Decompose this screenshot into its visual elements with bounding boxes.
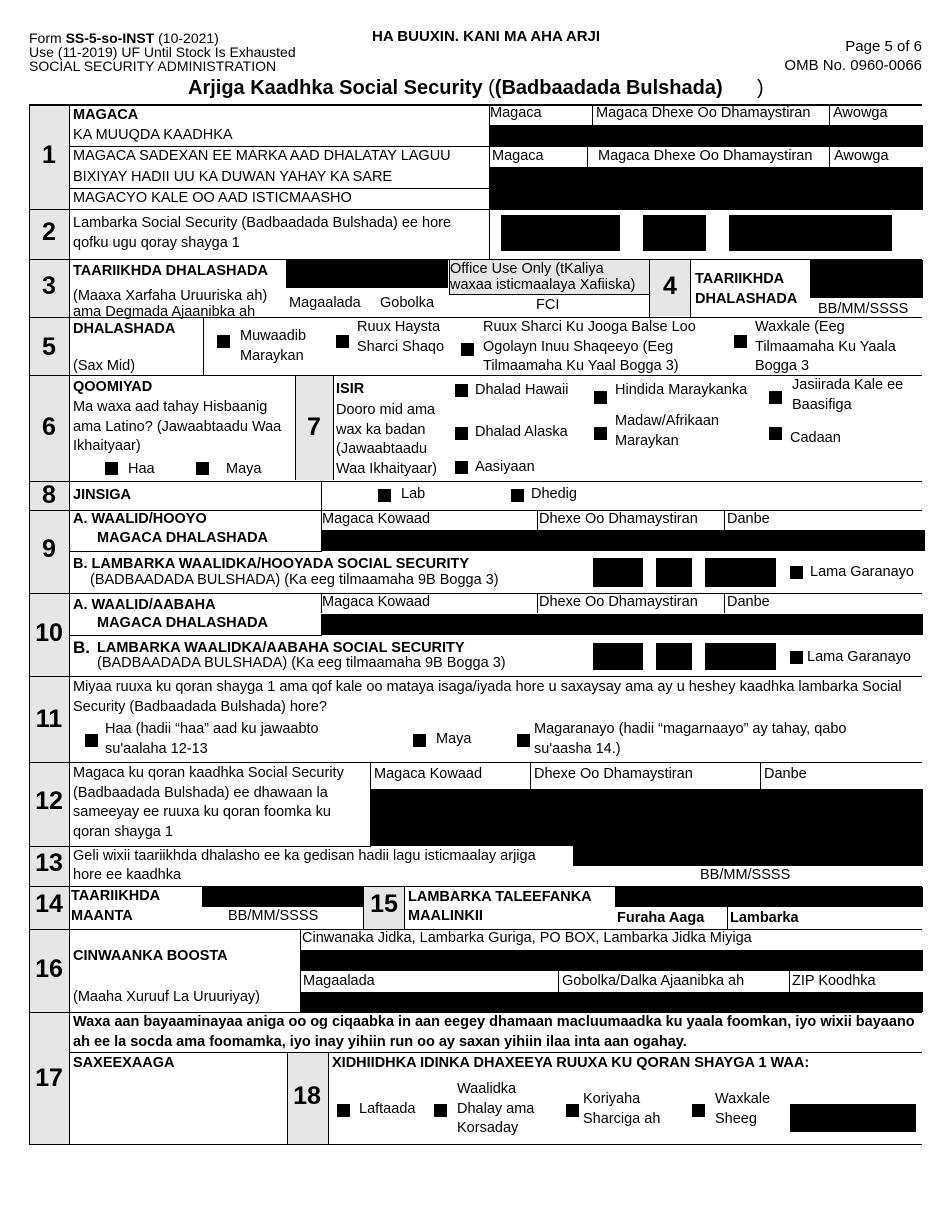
parent-label: Waalidka Dhalay ama Korsaday: [457, 1081, 535, 1136]
section-6-number: 6: [42, 413, 56, 441]
father-ssn-unknown-checkbox[interactable]: [790, 651, 803, 664]
self-checkbox[interactable]: [337, 1104, 350, 1117]
alaska-native-checkbox[interactable]: [455, 427, 468, 440]
s4-divider: [690, 259, 691, 317]
s12-col-b: [760, 762, 761, 789]
birthdate-label-2: DHALASHADA: [695, 291, 798, 307]
ethnicity-question: Ma waxa aad tahay Hisbaanig ama Latino? (Jawaabtaadu Waa Ikhaityaar): [73, 399, 282, 454]
s9-bottom: [29, 593, 922, 594]
american-indian-checkbox[interactable]: [594, 391, 607, 404]
section-12-number: 12: [35, 787, 63, 815]
birth-city-label: Magaalada: [289, 295, 361, 311]
ethnicity-label: QOOMIYAD: [73, 379, 153, 395]
citizen-option: Muwaadib Maraykan: [240, 328, 307, 364]
s10-div-c: [724, 593, 725, 613]
father-first-header: Magaca Kowaad: [322, 594, 431, 610]
self-label: Laftaada: [359, 1101, 416, 1117]
ethnicity-no-label: Maya: [226, 461, 262, 477]
s16-col-b: [789, 971, 790, 992]
office-bottom: [449, 294, 649, 295]
mailing-address-label: CINWAANKA BOOSTA: [73, 948, 228, 964]
s11-bottom: [29, 762, 922, 763]
other-birthdate-label-1: Geli wixii taariikhda dhalasho ee ka gedisan hadii lagu isticmaalay arjiga: [73, 848, 536, 864]
birth-last-name-header: Awowga: [834, 148, 889, 164]
middle-name-header: Magaca Dhexe Oo Dhamaystiran: [596, 105, 811, 121]
signature-label: SAXEEXAAGA: [73, 1055, 175, 1071]
office-use-label-2: waxaa isticmaalaya Xafiiska): [450, 277, 636, 293]
ethnicity-yes-label: Haa: [128, 461, 155, 477]
birth-first-name-header: Magaca: [492, 148, 544, 164]
legal-alien-nowork-option: Ruux Sharci Ku Jooga Balse Loo Ogolayn Inuu Shaqeeyo (Eeg Tilmaamaha Ku Yaal Bogga 3): [483, 319, 696, 374]
s18-right: [328, 1052, 329, 1144]
previous-card-yes-checkbox[interactable]: [85, 734, 98, 747]
parent-checkbox[interactable]: [434, 1104, 447, 1117]
previous-first-header: Magaca Kowaad: [374, 766, 483, 782]
use-line: Use (11-2019) UF Until Stock Is Exhausted: [29, 44, 296, 60]
s9-div-c: [724, 510, 725, 530]
pacific-islander-label: Jasiirada Kale ee Baasifiga: [792, 377, 904, 413]
birth-name-field[interactable]: [489, 167, 923, 210]
guardian-label: Koriyaha Sharciga ah: [583, 1091, 661, 1127]
asian-checkbox[interactable]: [455, 461, 468, 474]
today-date-label-1: TAARIIKHDA: [71, 888, 161, 904]
mother-middle-header: Dhexe Oo Dhamaystiran: [539, 511, 698, 527]
fci-label: FCI: [536, 297, 560, 313]
previous-card-name-label: Magaca ku qoran kaadhka Social Security (Badbaadada Bulshada) ee dhawaan la sameeyay ee ruuxa ku qoran foomka ku qoran shayga 1: [73, 765, 344, 840]
mother-ssn-part-2[interactable]: [656, 558, 692, 587]
birthplace-sub-1: (Maaxa Xarfaha Uruuriska ah): [73, 288, 268, 304]
s1-line-c: [69, 188, 489, 189]
previous-card-no-checkbox[interactable]: [413, 734, 426, 747]
signature-field[interactable]: [70, 1074, 285, 1142]
race-question: Dooro mid ama wax ka badan (Jawaabtaadu Waa Ikhaityaar): [336, 402, 437, 477]
city-state-zip-field[interactable]: [301, 992, 923, 1012]
citizenship-label: DHALASHADA: [73, 321, 176, 337]
sex-label: JINSIGA: [73, 487, 132, 503]
last-name-header: Awowga: [833, 105, 888, 121]
male-label: Lab: [401, 486, 426, 502]
other-birthdate-field[interactable]: [573, 846, 923, 866]
s1-col-b: [829, 105, 830, 125]
state-header: Gobolka/Dalka Ajaanibka ah: [562, 973, 745, 989]
father-last-header: Danbe: [727, 594, 770, 610]
native-hawaiian-label: Dhalad Hawaii: [475, 382, 569, 398]
father-label-2: MAGACA DHALASHADA: [97, 615, 269, 631]
section-3-number: 3: [42, 272, 56, 300]
black-african-label: Madaw/Afrikaan Maraykan: [615, 413, 719, 449]
other-relationship-checkbox[interactable]: [692, 1104, 705, 1117]
father-label-1: A. WAALID/AABAHA: [73, 597, 216, 613]
race-label: ISIR: [336, 381, 365, 397]
father-ssn-unknown-label: Lama Garanayo: [807, 649, 911, 665]
mother-ssn-label-1: B. LAMBARKA WAALIDKA/HOOYADA SOCIAL SECURITY: [73, 556, 470, 572]
today-date-label-2: MAANTA: [71, 908, 133, 924]
father-ssn-label-1: LAMBARKA WAALIDKA/AABAHA SOCIAL SECURITY: [97, 640, 465, 656]
black-african-checkbox[interactable]: [594, 427, 607, 440]
s5-bottom: [29, 375, 922, 376]
today-date-field[interactable]: [202, 887, 363, 907]
ethnicity-no-checkbox[interactable]: [196, 462, 209, 475]
phone-field[interactable]: [615, 887, 923, 907]
native-hawaiian-checkbox[interactable]: [455, 384, 468, 397]
name-label: MAGACA: [73, 107, 139, 123]
s1-col-a: [592, 105, 593, 125]
previous-ssn-part-2[interactable]: [643, 215, 706, 251]
citizenship-sub: (Sax Mid): [73, 358, 136, 374]
mailing-address-sub: (Maaha Xuruuf La Uruuriyay): [73, 989, 260, 1005]
s1-bottom: [29, 209, 922, 210]
father-ssn-label-2: (BADBAADADA BULSHADA) (Ka eeg tilmaamaha 9B Bogga 3): [97, 655, 506, 671]
name-on-card-field[interactable]: [489, 125, 923, 146]
birthplace-sub-2: ama Degmada Ajaanibka ah: [73, 304, 256, 320]
section-8-number: 8: [42, 481, 56, 509]
first-name-header: Magaca: [490, 105, 542, 121]
father-ssn-part-2[interactable]: [656, 643, 692, 670]
mother-label-2: MAGACA DHALASHADA: [97, 530, 269, 546]
page-title: Arjiga Kaadhka Social Security ((Badbaadada Bulshada): [188, 77, 723, 99]
father-ssn-part-3[interactable]: [705, 643, 776, 670]
section-1-number: 1: [42, 141, 56, 169]
declaration-bottom: [69, 1052, 922, 1053]
phone-label-2: MAALINKII: [408, 908, 483, 924]
section-14-number: 14: [35, 890, 63, 918]
ethnicity-yes-checkbox[interactable]: [105, 462, 118, 475]
white-checkbox[interactable]: [769, 427, 782, 440]
form-notice: HA BUUXIN. KANI MA AHA ARJI: [372, 28, 601, 45]
citizen-checkbox[interactable]: [217, 335, 230, 348]
mother-ssn-part-3[interactable]: [705, 558, 776, 587]
other-birthdate-label-2: hore ee kaadhka: [73, 867, 182, 883]
frame-bottom: [29, 1144, 922, 1145]
birth-state-label: Gobolka: [380, 295, 435, 311]
mother-ssn-unknown-checkbox[interactable]: [790, 566, 803, 579]
mother-ssn-part-1[interactable]: [593, 558, 643, 587]
previous-card-no-label: Maya: [436, 731, 472, 747]
office-left: [449, 259, 450, 295]
legal-alien-work-checkbox[interactable]: [336, 335, 349, 348]
mother-ssn-label-2: (BADBAADADA BULSHADA) (Ka eeg tilmaamaha 9B Bogga 3): [90, 572, 499, 588]
other-relationship-field[interactable]: [790, 1104, 916, 1132]
previous-card-unknown-checkbox[interactable]: [517, 734, 530, 747]
birthplace-field[interactable]: [286, 260, 448, 288]
mother-name-field[interactable]: [321, 530, 925, 551]
s12-col-a: [530, 762, 531, 789]
legal-alien-work-option: Ruux Haysta Sharci Shaqo: [357, 319, 445, 355]
street-address-header: Cinwanaka Jidka, Lambarka Guriga, PO BOX, Lambarka Jidka Miyiga: [302, 930, 752, 946]
section-2-number: 2: [42, 218, 56, 246]
birth-name-label-1: MAGACA SADEXAN EE MARKA AAD DHALATAY LAGUU: [73, 148, 451, 164]
previous-ssn-part-1[interactable]: [501, 215, 620, 251]
section-16-number: 16: [35, 955, 63, 983]
s1-col-d: [829, 147, 830, 167]
legal-alien-nowork-checkbox[interactable]: [461, 343, 474, 356]
father-name-field[interactable]: [321, 614, 923, 635]
s1-line-b: [489, 146, 923, 147]
other-birthdate-format: BB/MM/SSSS: [700, 867, 791, 883]
other-citizenship-checkbox[interactable]: [734, 335, 747, 348]
s9-div-b: [537, 510, 538, 530]
pacific-islander-checkbox[interactable]: [769, 391, 782, 404]
father-ssn-part-1[interactable]: [593, 643, 643, 670]
mother-label-1: A. WAALID/HOOYO: [73, 511, 207, 527]
zip-header: ZIP Koodhka: [792, 973, 876, 989]
father-ssn-letter: B.: [73, 638, 90, 657]
s16-col-a: [558, 971, 559, 992]
s1-line-a: [69, 146, 489, 147]
white-label: Cadaan: [790, 430, 841, 446]
s10-bottom: [29, 676, 922, 677]
american-indian-label: Hindida Maraykanka: [615, 382, 748, 398]
birthdate-format: BB/MM/SSSS: [818, 301, 909, 317]
mother-ssn-unknown-label: Lama Garanayo: [810, 564, 914, 580]
phone-label-1: LAMBARKA TALEEFANKA: [408, 889, 592, 905]
mother-last-header: Danbe: [727, 511, 770, 527]
previous-card-question: Miyaa ruuxa ku qoran shayga 1 ama qof kale oo mataya isaga/iyada hore u saxaysay ama ay u heshey kaadhka lambarka Social Security (Badbaadada Bulshada) hore?: [73, 679, 902, 715]
previous-ssn-part-3[interactable]: [729, 215, 892, 251]
s15-phone-div: [727, 907, 728, 929]
s9-div-a: [321, 510, 322, 530]
male-checkbox[interactable]: [378, 489, 391, 502]
area-code-label: Furaha Aaga: [617, 910, 705, 926]
section-7-number: 7: [307, 413, 321, 441]
birth-middle-name-header: Magaca Dhexe Oo Dhamaystiran: [598, 148, 813, 164]
street-address-field[interactable]: [301, 950, 923, 971]
previous-last-header: Danbe: [764, 766, 807, 782]
previous-ssn-label-2: qofku ugu qoray shayga 1: [73, 235, 240, 251]
previous-card-unknown-label: Magaranayo (hadii “magarnaayo” ay tahay, qabo su'aasha 14.): [534, 721, 847, 757]
s1-col-c: [587, 147, 588, 167]
declaration-text: Waxa aan bayaaminayaa aniga oo og ciqaabka in aan eegey dhamaan macluumaadka ku yaala foomkan, iyo wixii bayaano ah ee la socda ama foomamka, iyo inay yihiin run oo ay saxan yihiin ilaa inta aan ogahay.: [73, 1014, 915, 1050]
other-citizenship-option: Waxkale (Eeg Tilmaamaha Ku Yaala Bogga 3: [755, 319, 896, 374]
s9-mid: [69, 551, 322, 552]
birth-name-label-2: BIXIYAY HADII UU KA DUWAN YAHAY KA SARE: [73, 169, 393, 185]
previous-ssn-label-1: Lambarka Social Security (Badbaadada Bulshada) ee hore: [73, 215, 452, 231]
section-10-number: 10: [35, 619, 63, 647]
female-label: Dhedig: [531, 486, 577, 502]
title-close-paren: ): [757, 77, 764, 99]
today-date-format: BB/MM/SSSS: [228, 908, 319, 924]
section-15-number: 15: [370, 890, 398, 918]
previous-middle-header: Dhexe Oo Dhamaystiran: [534, 766, 693, 782]
father-middle-header: Dhexe Oo Dhamaystiran: [539, 594, 698, 610]
female-checkbox[interactable]: [511, 489, 524, 502]
other-relationship-label: Waxkale Sheeg: [715, 1091, 771, 1127]
name-on-card-label: KA MUUQDA KAADHKA: [73, 127, 233, 143]
s10-mid: [69, 635, 322, 636]
birthdate-label-1: TAARIIKHDA: [695, 271, 785, 287]
city-header: Magaalada: [303, 973, 375, 989]
s10-div-b: [537, 593, 538, 613]
form-number: Form SS-5-so-INST (10-2021): [29, 30, 219, 46]
previous-card-yes-label: Haa (hadii “haa” aad ku jawaabto su'aalaha 12-13: [105, 721, 319, 757]
agency-name: SOCIAL SECURITY ADMINISTRATION: [29, 58, 277, 74]
section-11-number: 11: [35, 705, 63, 733]
relationship-label: XIDHIIDHKA IDINKA DHAXEEYA RUUXA KU QORAN SHAYGA 1 WAA:: [332, 1055, 810, 1071]
alaska-native-label: Dhalad Alaska: [475, 424, 568, 440]
guardian-checkbox[interactable]: [566, 1104, 579, 1117]
office-use-label-1: Office Use Only (tKaliya: [450, 261, 604, 277]
birthdate-field[interactable]: [810, 260, 923, 298]
section-4-number: 4: [663, 272, 677, 300]
section-13-number: 13: [35, 849, 63, 877]
s8-divider: [321, 481, 322, 510]
section-18-number: 18: [293, 1082, 321, 1110]
asian-label: Aasiyaan: [475, 459, 535, 475]
section-5-number: 5: [42, 333, 56, 361]
s10-div-a: [321, 593, 322, 613]
other-names-label: MAGACYO KALE OO AAD ISTICMAASHO: [73, 190, 352, 206]
section-17-number: 17: [35, 1064, 63, 1092]
page-number: Page 5 of 6: [845, 38, 922, 55]
s6-bottom: [29, 481, 922, 482]
omb-number: OMB No. 0960-0066: [784, 57, 922, 74]
mother-first-header: Magaca Kowaad: [322, 511, 431, 527]
section-9-number: 9: [42, 535, 56, 563]
previous-card-name-field[interactable]: [371, 789, 923, 846]
s5-divider: [203, 317, 204, 375]
s1-divider: [489, 105, 490, 209]
frame-numcol: [69, 105, 70, 1144]
birthplace-label: TAARIIKHDA DHALASHADA: [73, 263, 268, 279]
s15-right: [404, 886, 405, 929]
s2-divider: [489, 209, 490, 259]
phone-number-label: Lambarka: [730, 910, 799, 926]
